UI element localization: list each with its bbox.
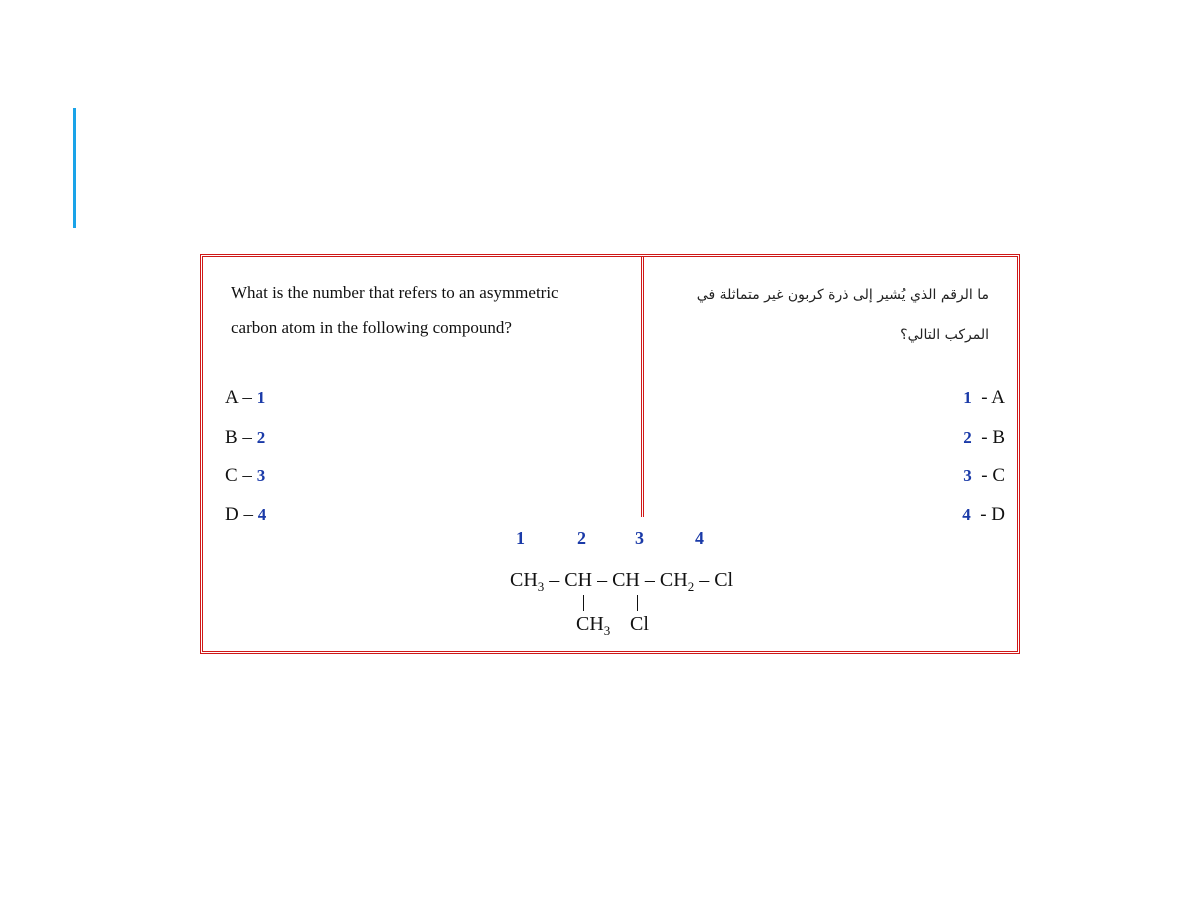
option-en-a: A – 1 xyxy=(225,387,266,408)
option-ar-d: 4 - D xyxy=(962,504,1005,525)
group-cl: Cl xyxy=(714,569,734,591)
carbon-position-2: 2 xyxy=(577,528,586,548)
option-en-b: B – 2 xyxy=(225,427,266,448)
branch-ch3: $CH_3$ xyxy=(576,613,611,638)
option-en-c: C – 3 xyxy=(225,465,266,486)
accent-bar xyxy=(73,108,76,228)
column-divider xyxy=(641,257,644,517)
carbon-position-3: 3 xyxy=(635,528,644,548)
option-ar-a: 1 - A xyxy=(963,387,1005,408)
bond-branch-1 xyxy=(583,595,584,611)
group-ch2: $CH_2$ xyxy=(659,569,695,594)
question-figure xyxy=(200,254,1020,654)
carbon-position-4: 4 xyxy=(695,528,704,548)
structural-formula-chain: $CH_3$ – CH – CH – $CH_2$ – Cl xyxy=(510,569,734,594)
branch-cl: Cl xyxy=(630,613,649,635)
group-ch-2: CH xyxy=(564,569,593,591)
question-english: What is the number that refers to an asymmetric carbon atom in the following compound? xyxy=(231,283,559,337)
question-arabic: ما الرقم الذي يُشير إلى ذرة كربون غير متماثلة في المركب التالي؟ xyxy=(696,287,989,343)
option-en-d: D – 4 xyxy=(225,504,267,525)
group-ch3: $CH_3$ xyxy=(510,569,545,594)
carbon-position-1: 1 xyxy=(516,528,525,548)
option-ar-b: 2 - B xyxy=(963,427,1005,448)
option-ar-c: 3 - C xyxy=(963,465,1005,486)
bond-branch-2 xyxy=(637,595,638,611)
group-ch-3: CH xyxy=(612,569,640,591)
